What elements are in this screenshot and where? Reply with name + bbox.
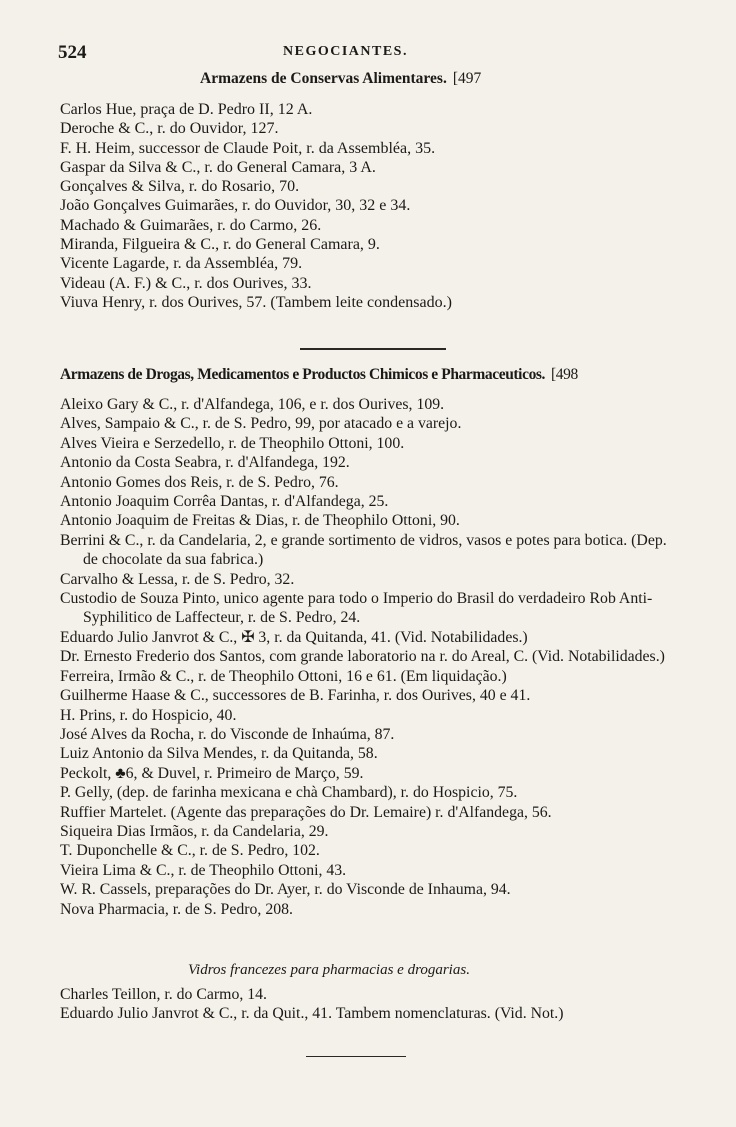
list-item: Antonio Joaquim de Freitas & Dias, r. de Theophilo Ottoni, 90. [60, 512, 460, 530]
list-item: João Gonçalves Guimarães, r. do Ouvidor, 30, 32 e 34. [60, 197, 411, 215]
section-divider [306, 1056, 406, 1057]
list-item: Antonio Gomes dos Reis, r. de S. Pedro, 76. [60, 473, 339, 491]
list-item: Dr. Ernesto Frederio dos Santos, com grande laboratorio na r. do Areal, C. (Vid. Notabilidades.) [60, 648, 665, 666]
section-code: [497 [452, 70, 482, 87]
entry-list-drogas [60, 395, 685, 919]
list-item: Eduardo Julio Janvrot & C., ✠ 3, r. da Quitanda, 41. (Vid. Notabilidades.) [60, 628, 528, 646]
list-item: Carlos Hue, praça de D. Pedro II, 12 A. [60, 101, 313, 118]
section-heading-conservas [200, 70, 481, 88]
list-item: Berrini & C., r. da Candelaria, 2, e grande sortimento de vidros, vasos e potes para botica. (Dep. de chocolate da sua fabrica.) [60, 531, 667, 569]
list-item: Antonio Joaquim Corrêa Dantas, r. d'Alfandega, 25. [60, 493, 389, 511]
list-item: H. Prins, r. do Hospicio, 40. [60, 706, 237, 724]
page-header [58, 42, 678, 64]
page-number: 524 [58, 42, 87, 63]
list-item: Carvalho & Lessa, r. de S. Pedro, 32. [60, 570, 295, 588]
section-divider [300, 348, 446, 350]
list-item: F. H. Heim, successor de Claude Poit, r. da Assembléa, 35. [60, 139, 436, 157]
entry-list-vidros [60, 985, 685, 1024]
list-item: Alves, Sampaio & C., r. de S. Pedro, 99, por atacado e a varejo. [60, 415, 462, 433]
list-item: Antonio da Costa Seabra, r. d'Alfandega, 192. [60, 454, 350, 472]
list-item: W. R. Cassels, preparações do Dr. Ayer, r. do Visconde de Inhauma, 94. [60, 881, 511, 899]
list-item: Machado & Guimarães, r. do Carmo, 26. [60, 216, 322, 234]
section-title: Armazens de Conservas Alimentares. [200, 70, 447, 87]
section-code: [498 [551, 366, 578, 383]
list-item: Luiz Antonio da Silva Mendes, r. da Quitanda, 58. [60, 745, 378, 763]
list-item: Vieira Lima & C., r. de Theophilo Ottoni, 43. [60, 861, 347, 879]
running-head: NEGOCIANTES. [283, 44, 408, 59]
section-heading-drogas [60, 366, 578, 384]
list-item: T. Duponchelle & C., r. de S. Pedro, 102. [60, 842, 320, 860]
list-item: Videau (A. F.) & C., r. dos Ourives, 33. [60, 274, 312, 292]
list-item: Viuva Henry, r. dos Ourives, 57. (Tambem leite condensado.) [60, 293, 452, 311]
list-item: Vicente Lagarde, r. da Assembléa, 79. [60, 255, 303, 273]
entry-list-conservas [60, 100, 685, 312]
list-item: Custodio de Souza Pinto, unico agente para todo o Imperio do Brasil do verdadeiro Rob Anti-Syphilitico de Laffecteur, r. de S. Pedro, 24. [60, 590, 653, 627]
list-item: Eduardo Julio Janvrot & C., r. da Quit., 41. Tambem nomenclaturas. (Vid. Not.) [60, 1005, 564, 1023]
list-item: Ruffier Martelet. (Agente das preparações do Dr. Lemaire) r. d'Alfandega, 56. [60, 803, 552, 821]
list-item: P. Gelly, (dep. de farinha mexicana e chà Chambard), r. do Hospicio, 75. [60, 784, 518, 802]
list-item: Nova Pharmacia, r. de S. Pedro, 208. [60, 900, 293, 918]
list-item: Ferreira, Irmão & C., r. de Theophilo Ottoni, 16 e 61. (Em liquidação.) [60, 667, 507, 685]
list-item: Gonçalves & Silva, r. do Rosario, 70. [60, 178, 300, 196]
list-item: Guilherme Haase & C., successores de B. Farinha, r. dos Ourives, 40 e 41. [60, 687, 531, 705]
list-item: Aleixo Gary & C., r. d'Alfandega, 106, e r. dos Ourives, 109. [60, 396, 445, 413]
list-item: Charles Teillon, r. do Carmo, 14. [60, 986, 268, 1003]
list-item: Siqueira Dias Irmãos, r. da Candelaria, 29. [60, 822, 329, 840]
list-item: Alves Vieira e Serzedello, r. de Theophilo Ottoni, 100. [60, 434, 405, 452]
list-item: Deroche & C., r. do Ouvidor, 127. [60, 120, 279, 138]
list-item: Miranda, Filgueira & C., r. do General Camara, 9. [60, 236, 380, 254]
list-item: Peckolt, ♣6, & Duvel, r. Primeiro de Março, 59. [60, 764, 364, 782]
list-item: José Alves da Rocha, r. do Visconde de Inhaúma, 87. [60, 725, 395, 743]
subsection-heading-vidros: Vidros francezes para pharmacias e drogarias. [188, 962, 470, 978]
section-title: Armazens de Drogas, Medicamentos e Productos Chimicos e Pharmaceuticos. [60, 366, 546, 383]
list-item: Gaspar da Silva & C., r. do General Camara, 3 A. [60, 158, 376, 176]
